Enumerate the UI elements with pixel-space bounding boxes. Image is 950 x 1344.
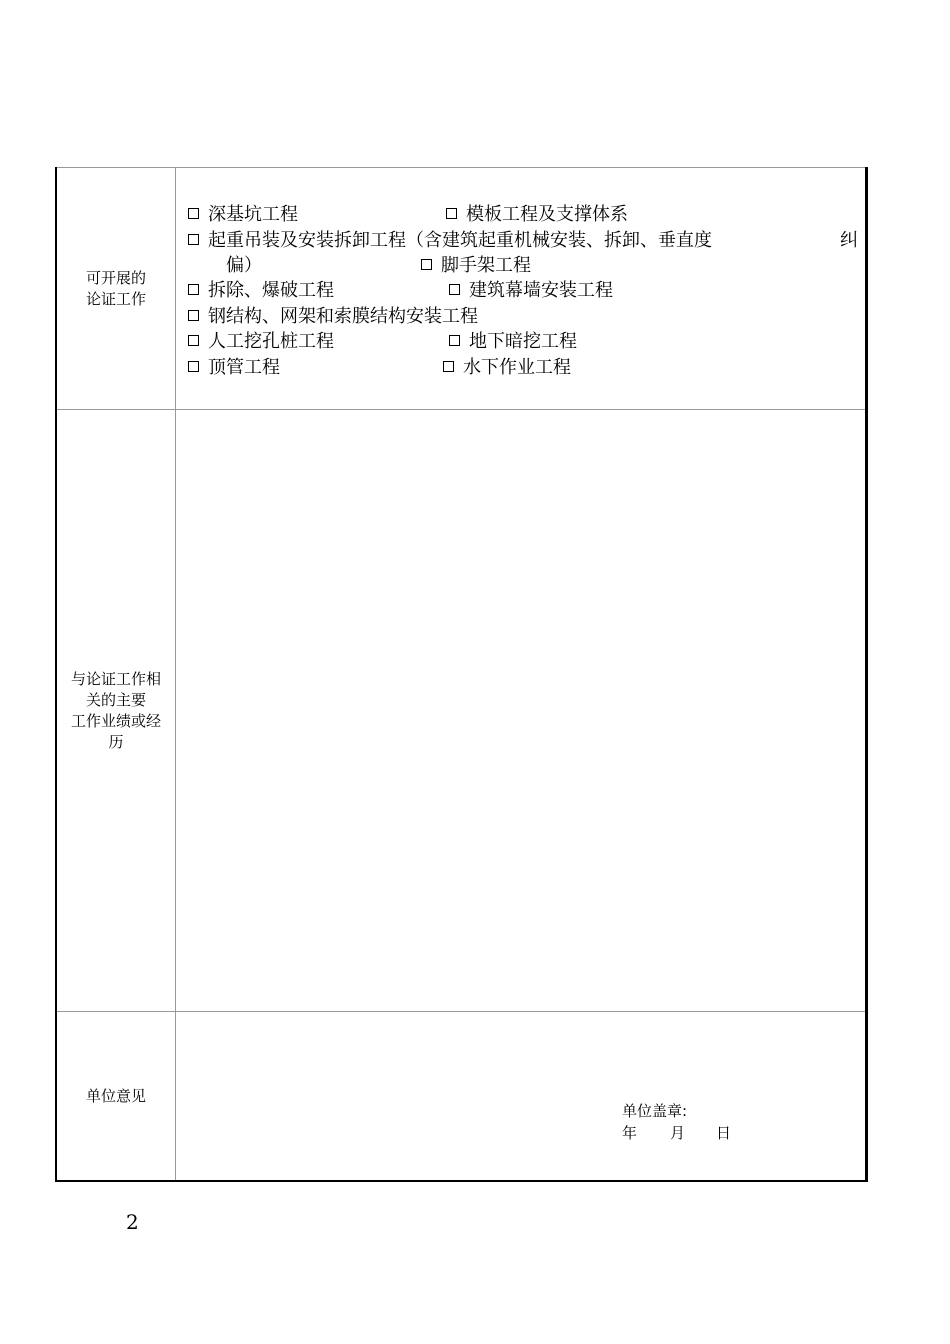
option-label: 人工挖孔桩工程 — [208, 331, 334, 352]
date-month: 月 — [670, 1124, 686, 1142]
option-demolition-blasting[interactable] — [188, 278, 334, 303]
option-hoisting[interactable] — [188, 228, 712, 253]
option-label: 脚手架工程 — [441, 255, 531, 276]
experience-content-cell[interactable] — [176, 410, 867, 1012]
unit-opinion-content-cell[interactable] — [176, 1012, 867, 1182]
checkbox-icon[interactable] — [188, 335, 199, 346]
option-deep-foundation-pit[interactable] — [188, 202, 298, 227]
date-year: 年 — [622, 1124, 638, 1142]
checkbox-icon[interactable] — [443, 361, 454, 372]
scope-row — [56, 168, 867, 410]
option-hoisting-tail: 纠 — [840, 230, 858, 251]
option-label: 深基坑工程 — [208, 204, 298, 225]
checkbox-icon[interactable] — [188, 361, 199, 372]
option-underground-excavation[interactable] — [449, 329, 577, 354]
page-number: 2 — [126, 1210, 139, 1234]
option-label: 起重吊装及安装拆卸工程（含建筑起重机械安装、拆卸、垂直度 — [208, 230, 712, 251]
seal-date — [622, 1122, 731, 1144]
checkbox-icon[interactable] — [446, 208, 457, 219]
option-label: 顶管工程 — [208, 357, 280, 378]
option-manual-pile[interactable] — [188, 329, 334, 354]
checkbox-icon[interactable] — [449, 335, 460, 346]
checkbox-icon[interactable] — [449, 284, 460, 295]
unit-opinion-label: 单位意见 — [85, 1086, 146, 1105]
option-label: 模板工程及支撑体系 — [466, 204, 628, 225]
experience-label-line2: 关的主要 — [85, 690, 146, 709]
seal-block — [622, 1100, 731, 1144]
checkbox-icon[interactable] — [421, 259, 432, 270]
checkbox-icon[interactable] — [188, 284, 199, 295]
option-steel-structure[interactable] — [188, 304, 478, 329]
scope-options — [176, 168, 865, 409]
date-day: 日 — [716, 1124, 732, 1142]
option-label: 地下暗挖工程 — [469, 331, 577, 352]
scope-options-cell — [176, 168, 867, 410]
option-hoisting-line2: 偏） — [226, 255, 262, 276]
experience-label-line3: 工作业绩或经 — [70, 711, 161, 730]
seal-label: 单位盖章: — [622, 1102, 688, 1120]
application-form-table — [55, 167, 868, 1182]
checkbox-icon[interactable] — [188, 310, 199, 321]
option-underwater[interactable] — [443, 355, 571, 380]
unit-opinion-area — [176, 1012, 865, 1180]
experience-label-cell — [56, 410, 176, 1012]
option-scaffolding[interactable] — [421, 253, 531, 278]
option-pipe-jacking[interactable] — [188, 355, 280, 380]
option-label: 水下作业工程 — [463, 357, 571, 378]
experience-row — [56, 410, 867, 1012]
checkbox-icon[interactable] — [188, 208, 199, 219]
option-label: 建筑幕墙安装工程 — [469, 280, 613, 301]
experience-label-line1: 与论证工作相 — [70, 669, 161, 688]
experience-label-line4: 历 — [108, 732, 124, 751]
scope-label-line1: 可开展的 — [85, 268, 146, 287]
option-curtain-wall[interactable] — [449, 278, 613, 303]
scope-label-cell — [56, 168, 176, 410]
option-formwork-support[interactable] — [446, 202, 628, 227]
unit-opinion-label-cell — [56, 1012, 176, 1182]
scope-label-line2: 论证工作 — [85, 289, 146, 308]
checkbox-icon[interactable] — [188, 234, 199, 245]
option-label: 钢结构、网架和索膜结构安装工程 — [208, 306, 478, 327]
unit-opinion-row — [56, 1012, 867, 1182]
option-label: 拆除、爆破工程 — [208, 280, 334, 301]
